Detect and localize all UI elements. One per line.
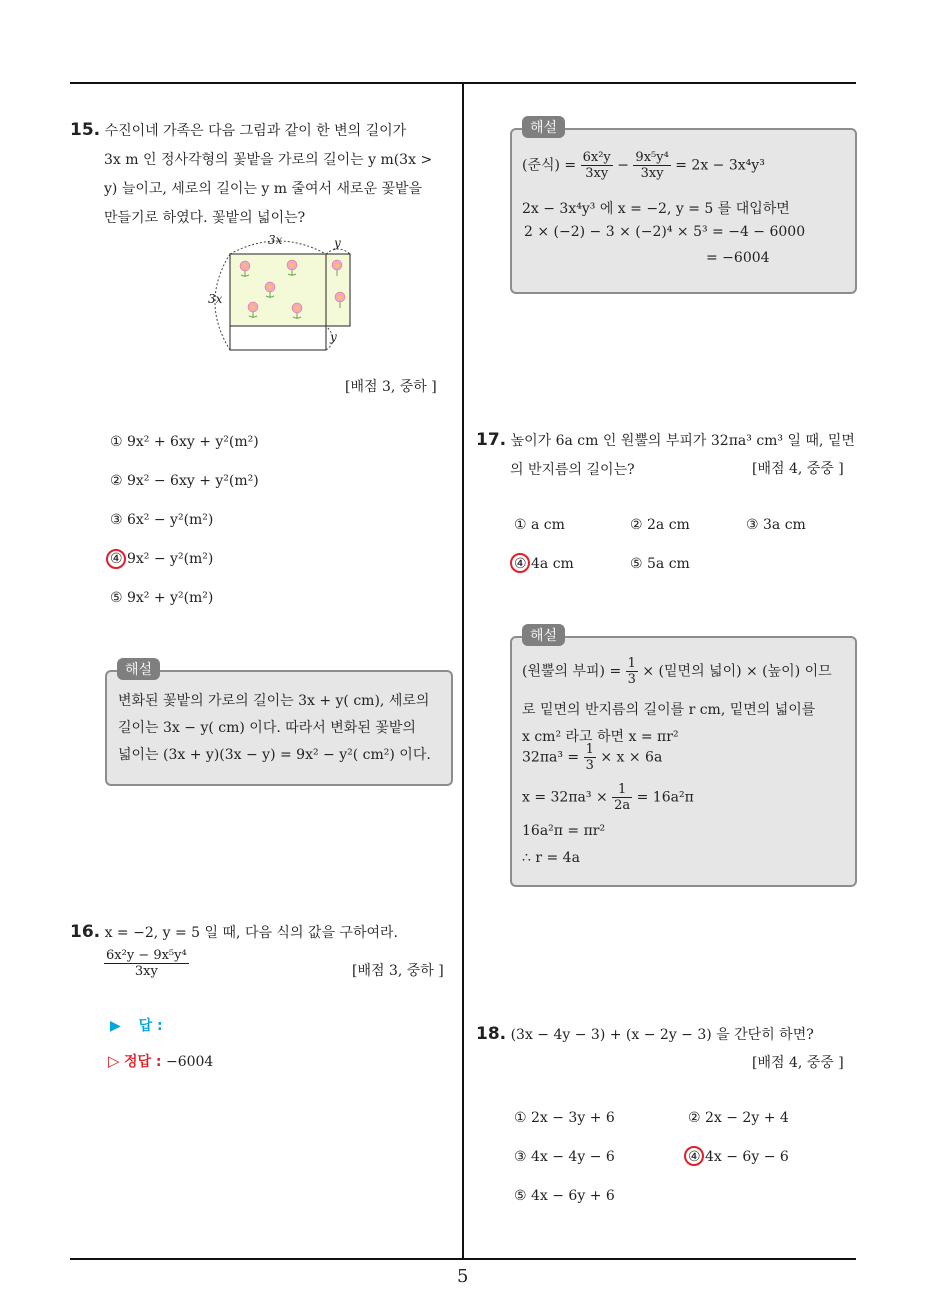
question-18-score: [배점 4, 중중 ] — [752, 1055, 844, 1071]
sol17-l1-num: 1 — [627, 656, 636, 671]
question-17-solution-line1 — [522, 656, 832, 687]
question-16-statement: x = −2, y = 5 일 때, 다음 식의 값을 구하여라. — [104, 925, 398, 941]
sol17-l1-pre: (원뿔의 부피) = — [522, 663, 622, 680]
sol17-l1-den: 3 — [627, 672, 636, 687]
question-15-number: 15. — [70, 120, 101, 140]
question-18-text — [476, 1024, 814, 1044]
question-15-choice-4[interactable]: ④ 9x² − y²(m²) — [110, 551, 214, 567]
sol17-l5-frac — [612, 782, 632, 813]
sol16-minus: − — [617, 157, 629, 174]
sol16-frac2 — [633, 150, 670, 181]
question-15-choice-3[interactable]: ③ 6x² − y²(m²) — [110, 512, 214, 528]
question-15-solution-tag: 해설 — [117, 658, 160, 680]
correct-label: 정답 : — [124, 1054, 162, 1070]
question-15-score: [배점 3, 중하 ] — [345, 379, 437, 395]
sol17-l4-frac — [584, 742, 596, 773]
sol17-l5-pre: x = 32πa³ × — [522, 789, 608, 806]
question-17-number: 17. — [476, 430, 507, 450]
question-17-solution-line5 — [522, 782, 694, 813]
question-15-choice-2[interactable]: ② 9x² − 6xy + y²(m²) — [110, 473, 259, 489]
question-17-solution-line7: ∴ r = 4a — [522, 850, 580, 866]
question-16-correct-row — [108, 1051, 213, 1071]
sol16-frac1-num: 6x²y — [582, 150, 611, 165]
question-15-line4: 만들기로 하였다. 꽃밭의 넓이는? — [104, 210, 306, 226]
question-15 — [70, 116, 455, 233]
question-17-solution-tag: 해설 — [522, 624, 565, 646]
question-17-solution-line6: 16a²π = πr² — [522, 823, 606, 839]
question-15-line1: 수진이네 가족은 다음 그림과 같이 한 변의 길이가 — [104, 123, 407, 139]
answer-circle-icon — [106, 549, 126, 569]
question-16-text — [70, 922, 398, 942]
question-17-solution-line3: x cm² 라고 하면 x = πr² — [522, 729, 679, 745]
sol16-post: = 2x − 3x⁴y³ — [675, 157, 765, 174]
sol16-frac2-num: 9x⁵y⁴ — [635, 150, 669, 165]
sol17-l1-frac — [626, 656, 638, 687]
figure-label-bottom-right: y — [330, 330, 337, 344]
question-18-choice-1[interactable]: ① 2x − 3y + 6 — [514, 1110, 615, 1126]
question-17-line1: 높이가 6a cm 인 원뿔의 부피가 32πa³ cm³ 일 때, 밑면 — [510, 433, 855, 449]
question-16-denominator: 3xy — [134, 964, 158, 979]
question-17-choice-4[interactable]: ④ 4a cm — [514, 556, 574, 572]
sol17-l4-den: 3 — [585, 758, 594, 773]
answer-circle-icon — [510, 553, 530, 573]
question-16-answer-row[interactable] — [110, 1015, 163, 1035]
question-15-solution-line2: 길이는 3x − y( cm) 이다. 따라서 변화된 꽃밭의 — [118, 720, 416, 736]
answer-label: 답 : — [138, 1018, 163, 1034]
answer-circle-icon — [684, 1146, 704, 1166]
sol17-l4-num: 1 — [585, 742, 594, 757]
question-15-solution-line3: 넓이는 (3x + y)(3x − y) = 9x² − y²( cm²) 이다. — [118, 747, 431, 763]
sol17-l4-post: × x × 6a — [600, 749, 663, 766]
question-15-choice-5[interactable]: ⑤ 9x² + y²(m²) — [110, 590, 214, 606]
question-15-line2: 3x m 인 정사각형의 꽃밭을 가로의 길이는 y m(3x > — [104, 152, 433, 168]
question-16-expression — [104, 948, 189, 979]
question-17-solution-line4 — [522, 742, 662, 773]
correct-value: −6004 — [165, 1054, 214, 1070]
question-18-choice-2[interactable]: ② 2x − 2y + 4 — [688, 1110, 789, 1126]
question-18-number: 18. — [476, 1024, 507, 1044]
question-16-number: 16. — [70, 922, 101, 942]
question-17-line2: 의 반지름의 길이는? — [510, 462, 635, 478]
figure-label-top-right: y — [334, 236, 341, 250]
column-divider — [462, 83, 464, 1259]
sol17-l5-post: = 16a²π — [636, 789, 694, 806]
question-15-line3: y) 늘이고, 세로의 길이는 y m 줄여서 새로운 꽃밭을 — [104, 181, 423, 197]
question-16-score: [배점 3, 중하 ] — [352, 963, 444, 979]
question-17-solution-line2: 로 밑면의 반지름의 길이를 r cm, 밑면의 넓이를 — [522, 702, 816, 718]
question-15-text — [70, 116, 455, 233]
sol17-l5-num: 1 — [612, 782, 632, 798]
question-18-choice-5[interactable]: ⑤ 4x − 6y + 6 — [514, 1188, 615, 1204]
sol17-l1-post: × (밑면의 넓이) × (높이) 이므 — [642, 663, 832, 680]
question-17-choice-5[interactable]: ⑤ 5a cm — [630, 556, 690, 572]
question-16-solution-tag: 해설 — [522, 116, 565, 138]
sol16-frac1-den: 3xy — [585, 166, 609, 181]
sol16-frac1 — [581, 150, 613, 181]
question-16-solution-line4: = −6004 — [706, 250, 770, 266]
sol17-l4-pre: 32πa³ = — [522, 749, 580, 766]
question-18-choice-3[interactable]: ③ 4x − 4y − 6 — [514, 1149, 615, 1165]
question-17-score: [배점 4, 중중 ] — [752, 461, 844, 477]
question-15-solution-line1: 변화된 꽃밭의 가로의 길이는 3x + y( cm), 세로의 — [118, 693, 430, 709]
question-16-numerator: 6x²y − 9x⁵y⁴ — [106, 948, 187, 963]
question-16-solution-line1 — [522, 150, 765, 181]
question-18-choice-4[interactable]: ④ 4x − 6y − 6 — [688, 1149, 789, 1165]
figure-label-top: 3x — [268, 233, 283, 247]
sol16-frac2-den: 3xy — [640, 166, 664, 181]
question-16-solution-line2: 2x − 3x⁴y³ 에 x = −2, y = 5 를 대입하면 — [522, 201, 790, 217]
play-outline-icon: ▷ — [108, 1052, 120, 1070]
question-15-choice-1[interactable]: ① 9x² + 6xy + y²(m²) — [110, 434, 259, 450]
question-17-choice-1[interactable]: ① a cm — [514, 517, 565, 533]
page-number: 5 — [457, 1266, 469, 1287]
sol16-pre: (준식) = — [522, 157, 577, 174]
question-17-choice-3[interactable]: ③ 3a cm — [746, 517, 806, 533]
figure-label-left: 3x — [208, 292, 223, 306]
sol17-l5-den: 2a — [614, 798, 631, 813]
question-16-solution-line3: 2 × (−2) − 3 × (−2)⁴ × 5³ = −4 − 6000 — [524, 224, 806, 240]
play-icon: ▶ — [110, 1018, 121, 1034]
question-18-statement: (3x − 4y − 3) + (x − 2y − 3) 을 간단히 하면? — [510, 1027, 814, 1043]
question-17-choice-2[interactable]: ② 2a cm — [630, 517, 690, 533]
